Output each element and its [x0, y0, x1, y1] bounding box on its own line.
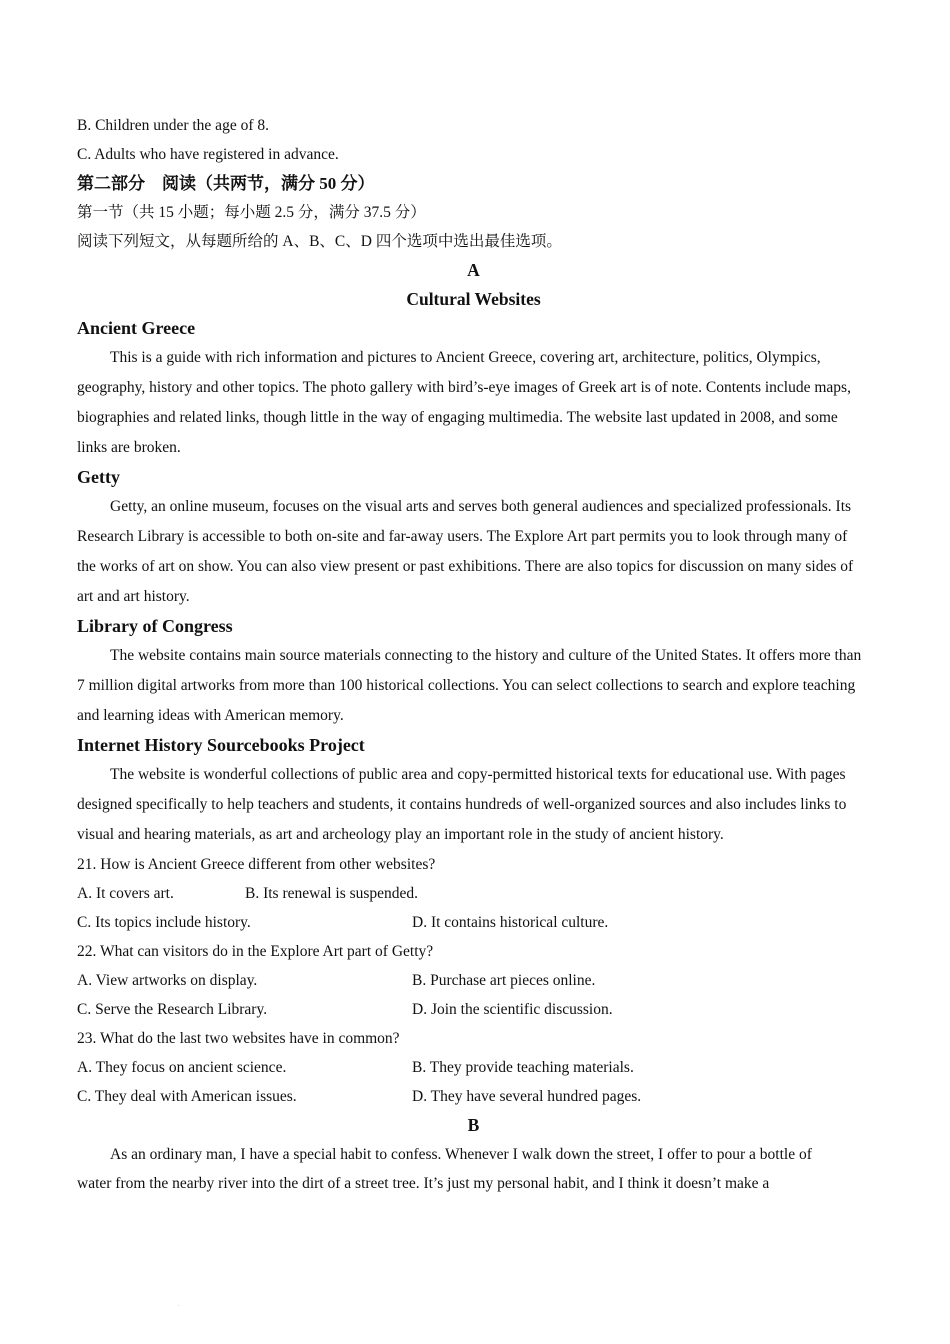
- passage-b-line-2: water from the nearby river into the dirt of a street tree. It’s just my personal habit, and I think it doesn’t make a: [77, 1175, 770, 1192]
- site-title: Internet History Sourcebooks Project: [77, 735, 365, 755]
- instruction: 阅读下列短文，从每题所给的 A、B、C、D 四个选项中选出最佳选项。: [77, 233, 562, 250]
- footer-mark: .: [178, 1302, 180, 1308]
- passage-b-line-1: As an ordinary man, I have a special habit to confess. Whenever I walk down the street, I offer to pour a bottle of: [110, 1146, 812, 1163]
- option-row: [77, 995, 870, 1024]
- option-row: [77, 1053, 870, 1082]
- question-21: 21. How is Ancient Greece different from other websites?: [77, 856, 436, 873]
- site-description: This is a guide with rich information and pictures to Ancient Greece, covering art, architecture, politics, Olympics, geography, history and other topics. The photo gallery with bird’s-eye images of Greek art is of note. Contents include maps, biographies and related links, though little in the way of engaging multimedia. The website last updated in 2008, and some links are broken.: [77, 349, 851, 456]
- option-c: C. Its topics include history.: [77, 914, 251, 931]
- option-d: D. They have several hundred pages.: [412, 1088, 642, 1105]
- option-a: A. It covers art.: [77, 885, 174, 902]
- passage-b-label: B: [467, 1115, 480, 1135]
- passage-a-label: A: [467, 260, 480, 280]
- site-description: The website contains main source materials connecting to the history and culture of the United States. It offers more than 7 million digital artworks from more than 100 historical collections. You can select collections to search and explore teaching and learning ideas with American memory.: [77, 647, 862, 724]
- option-b: B. Its renewal is suspended.: [245, 885, 419, 902]
- prev-option-b: B. Children under the age of 8.: [77, 117, 269, 134]
- option-c: C. Serve the Research Library.: [77, 1001, 268, 1018]
- option-row: [77, 908, 870, 937]
- question-23: 23. What do the last two websites have in common?: [77, 1030, 400, 1047]
- option-d: D. Join the scientific discussion.: [412, 1001, 613, 1018]
- option-row: [77, 1082, 870, 1111]
- option-a: A. View artworks on display.: [77, 972, 258, 989]
- site-title: Getty: [77, 467, 120, 487]
- passage-a-title: Cultural Websites: [406, 289, 541, 309]
- site-description: The website is wonderful collections of public area and copy-permitted historical texts for educational use. With pages designed specifically to help teachers and students, it contains hundreds of well-organized sources and also includes links to visual and hearing materials, as art and archeology play an important role in the study of ancient history.: [77, 766, 847, 843]
- option-row: [77, 966, 870, 995]
- option-row: [77, 879, 870, 908]
- option-b: B. They provide teaching materials.: [412, 1059, 634, 1076]
- section1-title: 第一节（共 15 小题；每小题 2.5 分，满分 37.5 分）: [77, 204, 426, 221]
- option-a: A. They focus on ancient science.: [77, 1059, 287, 1076]
- site-title: Ancient Greece: [77, 318, 196, 338]
- option-c: C. They deal with American issues.: [77, 1088, 297, 1105]
- document-page: [77, 111, 870, 1198]
- prev-option-c: C. Adults who have registered in advance.: [77, 146, 339, 163]
- option-d: D. It contains historical culture.: [412, 914, 609, 931]
- option-b: B. Purchase art pieces online.: [412, 972, 596, 989]
- site-title: Library of Congress: [77, 616, 233, 636]
- part2-title: 第二部分 阅读（共两节，满分 50 分）: [77, 174, 375, 193]
- site-description: Getty, an online museum, focuses on the visual arts and serves both general audiences and specialized professionals. Its Research Library is accessible to both on-site and far-away users. The Explore Art part permits you to look through many of the works of art on show. You can also view present or past exhibitions. There are also topics for discussion on many sides of art and art history.: [77, 498, 854, 605]
- question-22: 22. What can visitors do in the Explore Art part of Getty?: [77, 943, 434, 960]
